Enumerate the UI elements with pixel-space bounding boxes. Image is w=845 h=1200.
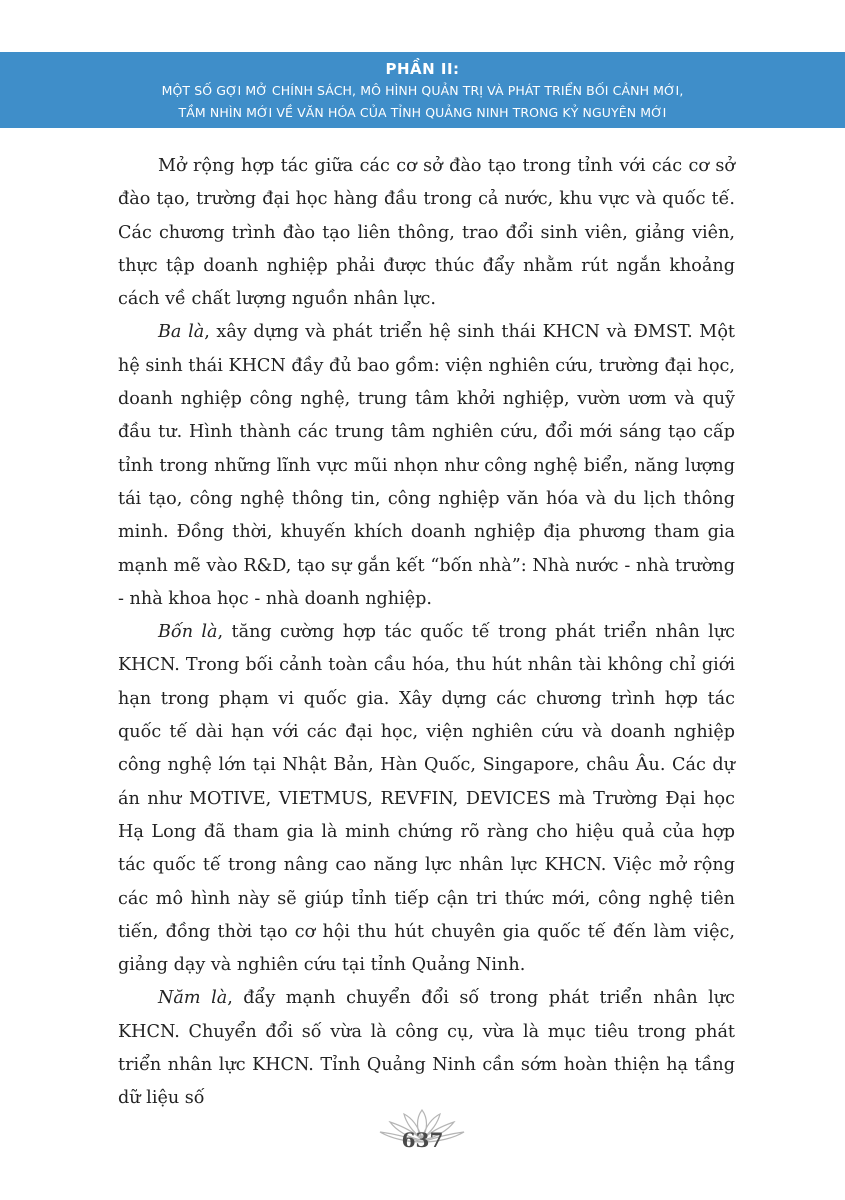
header-subtitle-line1: MỘT SỐ GỢI MỞ CHÍNH SÁCH, MÔ HÌNH QUẢN TRỊ VÀ PHÁT TRIỂN BỐI CẢNH MỚI, xyxy=(161,83,684,98)
paragraph-4: Năm là, đẩy mạnh chuyển đổi số trong phát triển nhân lực KHCN. Chuyển đổi số vừa là công cụ, vừa là mục tiêu trong phát triển nhân lực KHCN. Tỉnh Quảng Ninh cần sớm hoàn thiện hạ tầng dữ liệu số xyxy=(118,988,735,1109)
section-header xyxy=(0,52,845,128)
paragraph-1: Mở rộng hợp tác giữa các cơ sở đào tạo trong tỉnh với các cơ sở đào tạo, trường đại học hàng đầu trong cả nước, khu vực và quốc tế. Các chương trình đào tạo liên thông, trao đổi sinh viên, giảng viên, thực tập doanh nghiệp phải được thúc đẩy nhằm rút ngắn khoảng cách về chất lượng nguồn nhân lực. xyxy=(118,156,735,310)
paragraph-3: Bốn là, tăng cường hợp tác quốc tế trong phát triển nhân lực KHCN. Trong bối cảnh toàn cầu hóa, thu hút nhân tài không chỉ giới hạn trong phạm vi quốc gia. Xây dựng các chương trình hợp tác quốc tế dài hạn với các đại học, viện nghiên cứu và doanh nghiệp công nghệ lớn tại Nhật Bản, Hàn Quốc, Singapore, châu Âu. Các dự án như MOTIVE, VIETMUS, REVFIN, DEVICES mà Trường Đại học Hạ Long đã tham gia là minh chứng rõ ràng cho hiệu quả của hợp tác quốc tế trong nâng cao năng lực nhân lực KHCN. Việc mở rộng các mô hình này sẽ giúp tỉnh tiếp cận tri thức mới, công nghệ tiên tiến, đồng thời tạo cơ hội thu hút chuyên gia quốc tế đến làm việc, giảng dạy và nghiên cứu tại tỉnh Quảng Ninh. xyxy=(118,622,735,976)
page-number: 637 xyxy=(401,1128,444,1152)
part-title: PHẦN II: xyxy=(385,60,460,78)
paragraph-3-lead: Bốn là xyxy=(158,622,218,643)
paragraph-2: Ba là, xây dựng và phát triển hệ sinh thái KHCN và ĐMST. Một hệ sinh thái KHCN đầy đủ bao gồm: viện nghiên cứu, trường đại học, doanh nghiệp công nghệ, trung tâm khởi nghiệp, vườn ươm và quỹ đầu tư. Hình thành các trung tâm nghiên cứu, đổi mới sáng tạo cấp tỉnh trong những lĩnh vực mũi nhọn như công nghệ biển, năng lượng tái tạo, công nghệ thông tin, công nghiệp văn hóa và du lịch thông minh. Đồng thời, khuyến khích doanh nghiệp địa phương tham gia mạnh mẽ vào R&D, tạo sự gắn kết “bốn nhà”: Nhà nước - nhà trường - nhà khoa học - nhà doanh nghiệp. xyxy=(118,322,735,609)
header-subtitle-line2: TẦM NHÌN MỚI VỀ VĂN HÓA CỦA TỈNH QUẢNG NINH TRONG KỶ NGUYÊN MỚI xyxy=(178,105,667,120)
body-text xyxy=(118,150,735,1116)
paragraph-4-lead: Năm là xyxy=(158,988,228,1009)
paragraph-2-lead: Ba là xyxy=(158,322,205,343)
page-footer xyxy=(0,1108,845,1168)
